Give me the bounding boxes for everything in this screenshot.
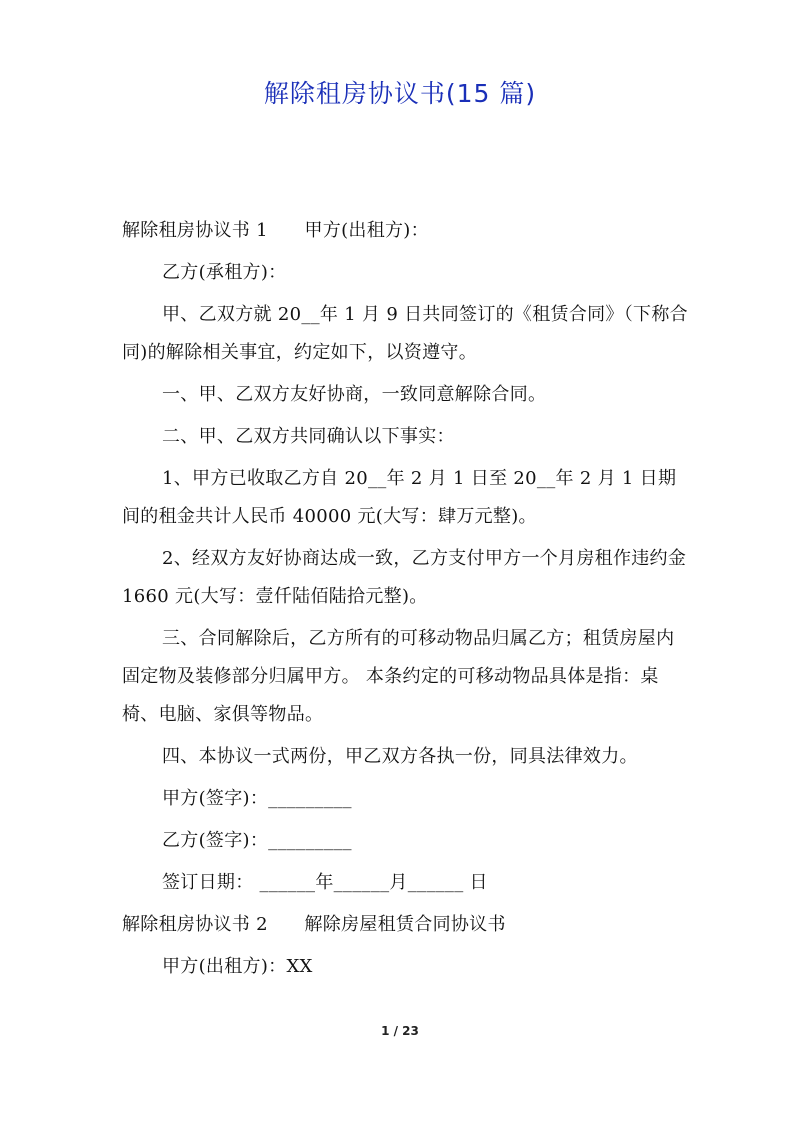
paragraph: 三、合同解除后，乙方所有的可移动物品归属乙方；租赁房屋内固定物及装修部分归属甲方。 本条约定的可移动物品具体是指：桌椅、电脑、家俱等物品。: [122, 628, 675, 725]
paragraph: 解除租房协议书 1 甲方(出租方)：: [122, 220, 429, 241]
paragraph: 解除租房协议书 2 解除房屋租赁合同协议书: [122, 914, 506, 935]
signature-line-party-a: 甲方(签字)：_________: [162, 788, 352, 809]
signing-date-line: 签订日期： ______年______月______ 日: [162, 872, 488, 893]
paragraph: 乙方(承租方)：: [162, 262, 287, 283]
document-title: 解除租房协议书(15 篇): [263, 79, 537, 108]
paragraph: 1、甲方已收取乙方自 20__年 2 月 1 日至 20__年 2 月 1 日期间的租金共计人民币 40000 元(大写：肆万元整)。: [122, 468, 677, 527]
paragraph: 2、经双方友好协商达成一致，乙方支付甲方一个月房租作违约金 1660 元(大写：壹仟陆佰陆拾元整)。: [122, 548, 693, 607]
page-number: 1 / 23: [381, 1024, 419, 1038]
document-body: [122, 212, 692, 990]
paragraph: 二、甲、乙双方共同确认以下事实：: [162, 426, 455, 447]
paragraph: 甲、乙双方就 20__年 1 月 9 日共同签订的《租赁合同》（下称合同)的解除相关事宜，约定如下，以资遵守。: [122, 304, 688, 363]
paragraph: 甲方(出租方)：XX: [162, 956, 313, 977]
signature-line-party-b: 乙方(签字)：_________: [162, 830, 352, 851]
paragraph: 四、本协议一式两份，甲乙双方各执一份，同具法律效力。: [162, 746, 638, 767]
paragraph: 一、甲、乙双方友好协商，一致同意解除合同。: [162, 384, 547, 405]
